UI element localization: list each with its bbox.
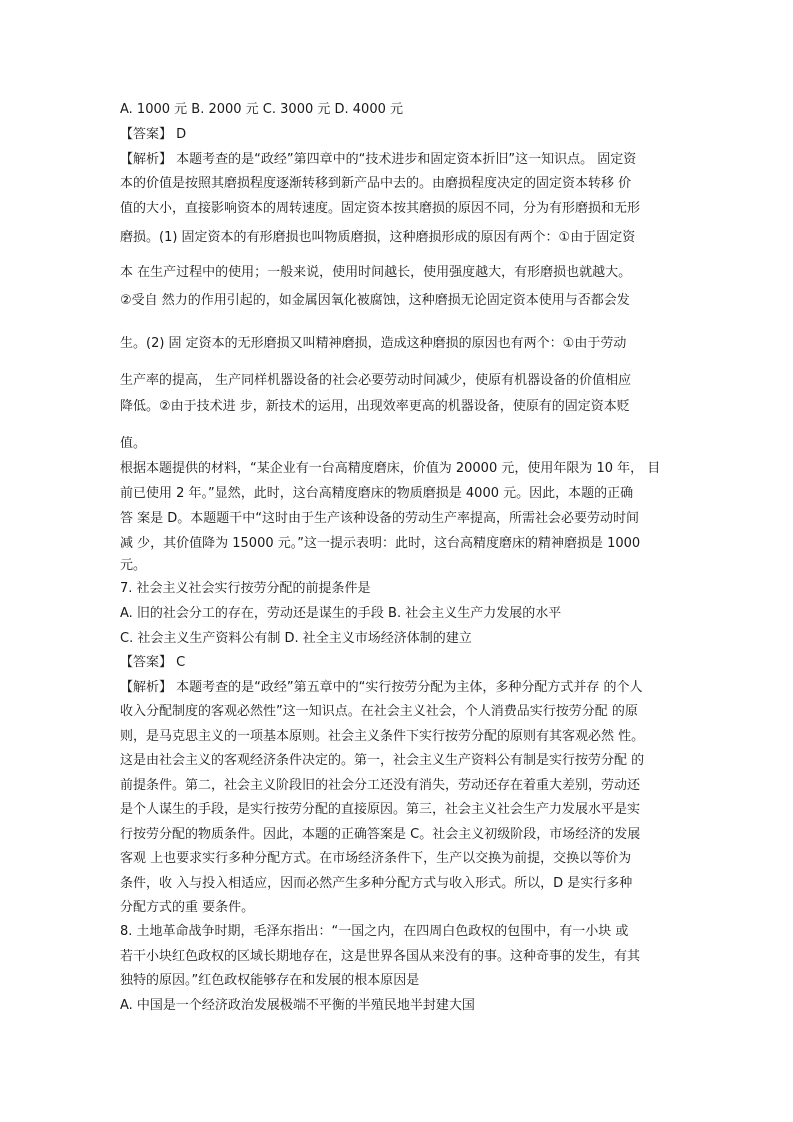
analysis-line: 根据本题提供的材料，“某企业有一台高精度磨床，价值为 20000 元，使用年限为 10 年， 目 xyxy=(120,461,661,476)
analysis-line: 本 在生产过程中的使用；一般来说，使用时间越长，使用强度越大，有形磨损也就越大。 xyxy=(120,265,632,280)
analysis-line: 【解析】 本题考查的是“政经”第五章中的“实行按劳分配为主体，多种分配方式并存 的个人 xyxy=(120,680,643,695)
analysis-line: 行按劳分配的物质条件。因此，本题的正确答案是 C。社会主义初级阶段，市场经济的发展 xyxy=(120,827,641,842)
analysis-line: ②受自 然力的作用引起的，如金属因氧化被腐蚀，这种磨损无论固定资本使用与否都会发 xyxy=(120,293,630,308)
option-line: C. 社会主义生产资料公有制 D. 社全主义市场经济体制的建立 xyxy=(120,631,472,646)
analysis-line: 收入分配制度的客观必然性”这一知识点。在社会主义社会，个人消费品实行按劳分配 的原 xyxy=(120,704,638,719)
option-line: A. 1000 元 B. 2000 元 C. 3000 元 D. 4000 元 xyxy=(120,102,403,117)
analysis-line: 条件，收 入与投入相适应，因而必然产生多种分配方式与收入形式。所以，D 是实行多种 xyxy=(120,876,633,891)
analysis-line: 磨损。(1) 固定资本的有形磨损也叫物质磨损，这种磨损形成的原因有两个：①由于固定资 xyxy=(120,230,636,245)
analysis-line: 则，是马克思主义的一项基本原则。社会主义条件下实行按劳分配的原则有其客观必然 性。 xyxy=(120,729,645,744)
analysis-line: 前已使用 2 年。”显然，此时，这台高精度磨床的物质磨损是 4000 元。因此，本题的正确 xyxy=(120,486,634,501)
analysis-line: 【解析】 本题考查的是“政经”第四章中的“技术进步和固定资本折旧”这一知识点。 固定资 xyxy=(120,152,637,167)
analysis-line: 答 案是 D。本题题干中“这时由于生产该种设备的劳动生产率提高，所需社会必要劳动时间 xyxy=(120,511,640,526)
question-line: 7. 社会主义社会实行按劳分配的前提条件是 xyxy=(120,581,371,596)
analysis-line: 降低。②由于技术进 步，新技术的运用，出现效率更高的机器设备，使原有的固定资本贬 xyxy=(120,399,630,414)
analysis-line: 值。 xyxy=(120,436,147,451)
analysis-line: 本的价值是按照其磨损程度逐渐转移到新产品中去的。由磨损程度决定的固定资本转移 价 xyxy=(120,176,632,191)
question-line: 若干小块红色政权的区域长期地存在，这是世界各国从来没有的事。这种奇事的发生，有其 xyxy=(120,949,641,964)
option-line: A. 旧的社会分工的存在，劳动还是谋生的手段 B. 社会主义生产力发展的水平 xyxy=(120,606,562,621)
answer-line: 【答案】 C xyxy=(120,655,186,670)
analysis-line: 值的大小，直接影响资本的周转速度。固定资本按其磨损的原因不同，分为有形磨损和无形 xyxy=(120,201,641,216)
analysis-line: 减 少，其价值降为 15000 元。”这一提示表明：此时，这台高精度磨床的精神磨损是 1000 xyxy=(120,536,641,551)
analysis-line: 元。 xyxy=(120,558,147,573)
answer-line: 【答案】 D xyxy=(120,127,187,142)
analysis-line: 客观 上也要求实行多种分配方式。在市场经济条件下，生产以交换为前提，交换以等价为 xyxy=(120,851,632,866)
analysis-line: 生。(2) 固 定资本的无形磨损又叫精神磨损，造成这种磨损的原因也有两个：①由于劳动 xyxy=(120,336,627,351)
analysis-line: 这是由社会主义的客观经济条件决定的。第一，社会主义生产资料公有制是实行按劳分配 的 xyxy=(120,753,645,768)
analysis-line: 分配方式的重 要条件。 xyxy=(120,900,255,915)
question-line: 8. 土地革命战争时期，毛泽东指出：“一国之内，在四周白色政权的包围中，有一小块 或 xyxy=(120,924,629,939)
question-line: 独特的原因。”红色政权能够存在和发展的根本原因是 xyxy=(120,973,420,988)
analysis-line: 生产率的提高， 生产同样机器设备的社会必要劳动时间减少，使原有机器设备的价值相应 xyxy=(120,373,632,388)
option-line: A. 中国是一个经济政治发展极端不平衡的半殖民地半封建大国 xyxy=(120,998,475,1013)
analysis-line: 是个人谋生的手段，是实行按劳分配的直接原因。第三，社会主义社会生产力发展水平是实 xyxy=(120,802,641,817)
analysis-line: 前提条件。第二，社会主义阶段旧的社会分工还没有消失，劳动还存在着重大差别，劳动还 xyxy=(120,778,641,793)
